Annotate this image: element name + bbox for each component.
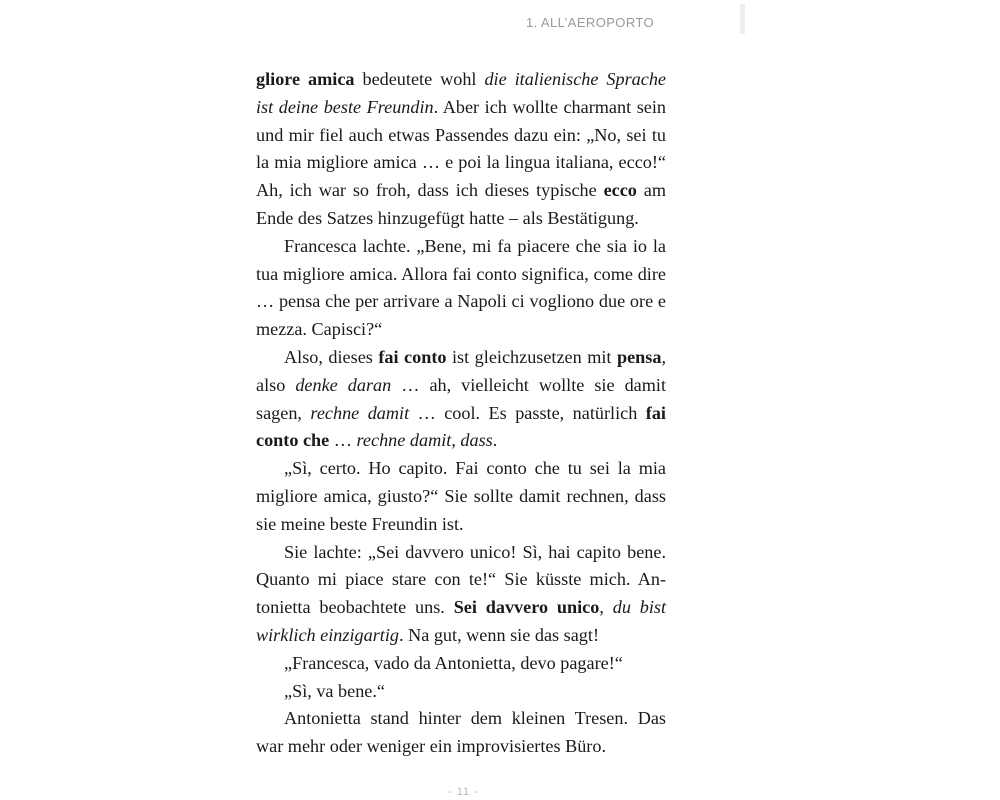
book-page xyxy=(256,0,740,800)
italic-phrase: du bist wirklich einzigartig xyxy=(256,597,667,645)
text-run: . Aber ich wollte charmant sein und mir fiel auch etwas Passendes dazu ein: „No, sei tu la mia migliore amica … e poi la lingua italiana, ecco!“ Ah, ich war so froh, dass ich dieses typische xyxy=(256,96,666,201)
text-run: , also xyxy=(256,346,667,395)
text-run: … xyxy=(329,430,357,451)
paragraph xyxy=(256,705,666,761)
bold-phrase: fai conto xyxy=(378,346,447,367)
paragraph xyxy=(256,233,666,344)
paragraph xyxy=(256,650,666,678)
text-run: . xyxy=(492,430,498,451)
text-run: … ah, vielleicht wollte sie damit sagen, xyxy=(256,374,667,423)
text-run: Sie lachte: „Sei davvero unico! Sì, hai capito bene. Quanto mi piace stare con te!“ Sie küsste mich. Antonietta beobachtete uns. xyxy=(256,541,666,618)
running-header: 1. ALL’AEROPORTO xyxy=(525,15,654,30)
text-run: „Sì, certo. Ho capito. Fai conto che tu sei la mia migliore amica, giusto?“ Sie sollte damit rechnen, dass sie meine beste Freundin ist. xyxy=(256,458,666,534)
paragraph xyxy=(256,66,666,233)
bold-phrase: pensa xyxy=(616,346,662,367)
bold-phrase: fai conto che xyxy=(256,402,666,451)
paragraph xyxy=(256,344,666,455)
paragraph xyxy=(256,455,666,538)
text-run: am Ende des Satzes hinzugefügt hatte – als Bestätigung. xyxy=(256,180,666,228)
italic-phrase: rechne damit, dass xyxy=(356,430,493,451)
text-run: ist gleichzusetzen mit xyxy=(446,346,617,367)
text-run: „Francesca, vado da Antonietta, devo pagare!“ xyxy=(284,652,623,673)
italic-phrase: rechne damit xyxy=(310,402,410,423)
text-run: , xyxy=(599,597,613,618)
text-run: … cool. Es passte, natürlich xyxy=(409,402,646,423)
italic-phrase: die italienische Sprache ist deine beste Freundin xyxy=(256,69,666,117)
body-text xyxy=(256,66,666,761)
text-run: Also, dieses xyxy=(284,346,379,367)
text-run: Antonietta stand hinter dem kleinen Tresen. Das war mehr oder weniger ein improvisiertes Büro. xyxy=(256,708,666,757)
italic-phrase: denke daran xyxy=(295,374,392,395)
text-run: „Sì, va bene.“ xyxy=(284,680,385,701)
text-run: bedeutete wohl xyxy=(354,69,485,89)
paragraph xyxy=(256,539,666,650)
bold-phrase: gliore amica xyxy=(256,69,355,89)
text-run: Francesca lachte. „Bene, mi fa piacere che sia io la tua migliore amica. Allora fai conto significa, come dire … pensa che per arrivare a Napoli ci vogliono due ore e mezza. Capisci?“ xyxy=(256,235,666,340)
text-run: . Na gut, wenn sie das sagt! xyxy=(398,624,600,645)
paragraph xyxy=(256,678,666,706)
page-number: - 11 - xyxy=(448,786,479,798)
bold-phrase: Sei davvero unico xyxy=(453,597,600,618)
bold-phrase: ecco xyxy=(603,180,637,201)
